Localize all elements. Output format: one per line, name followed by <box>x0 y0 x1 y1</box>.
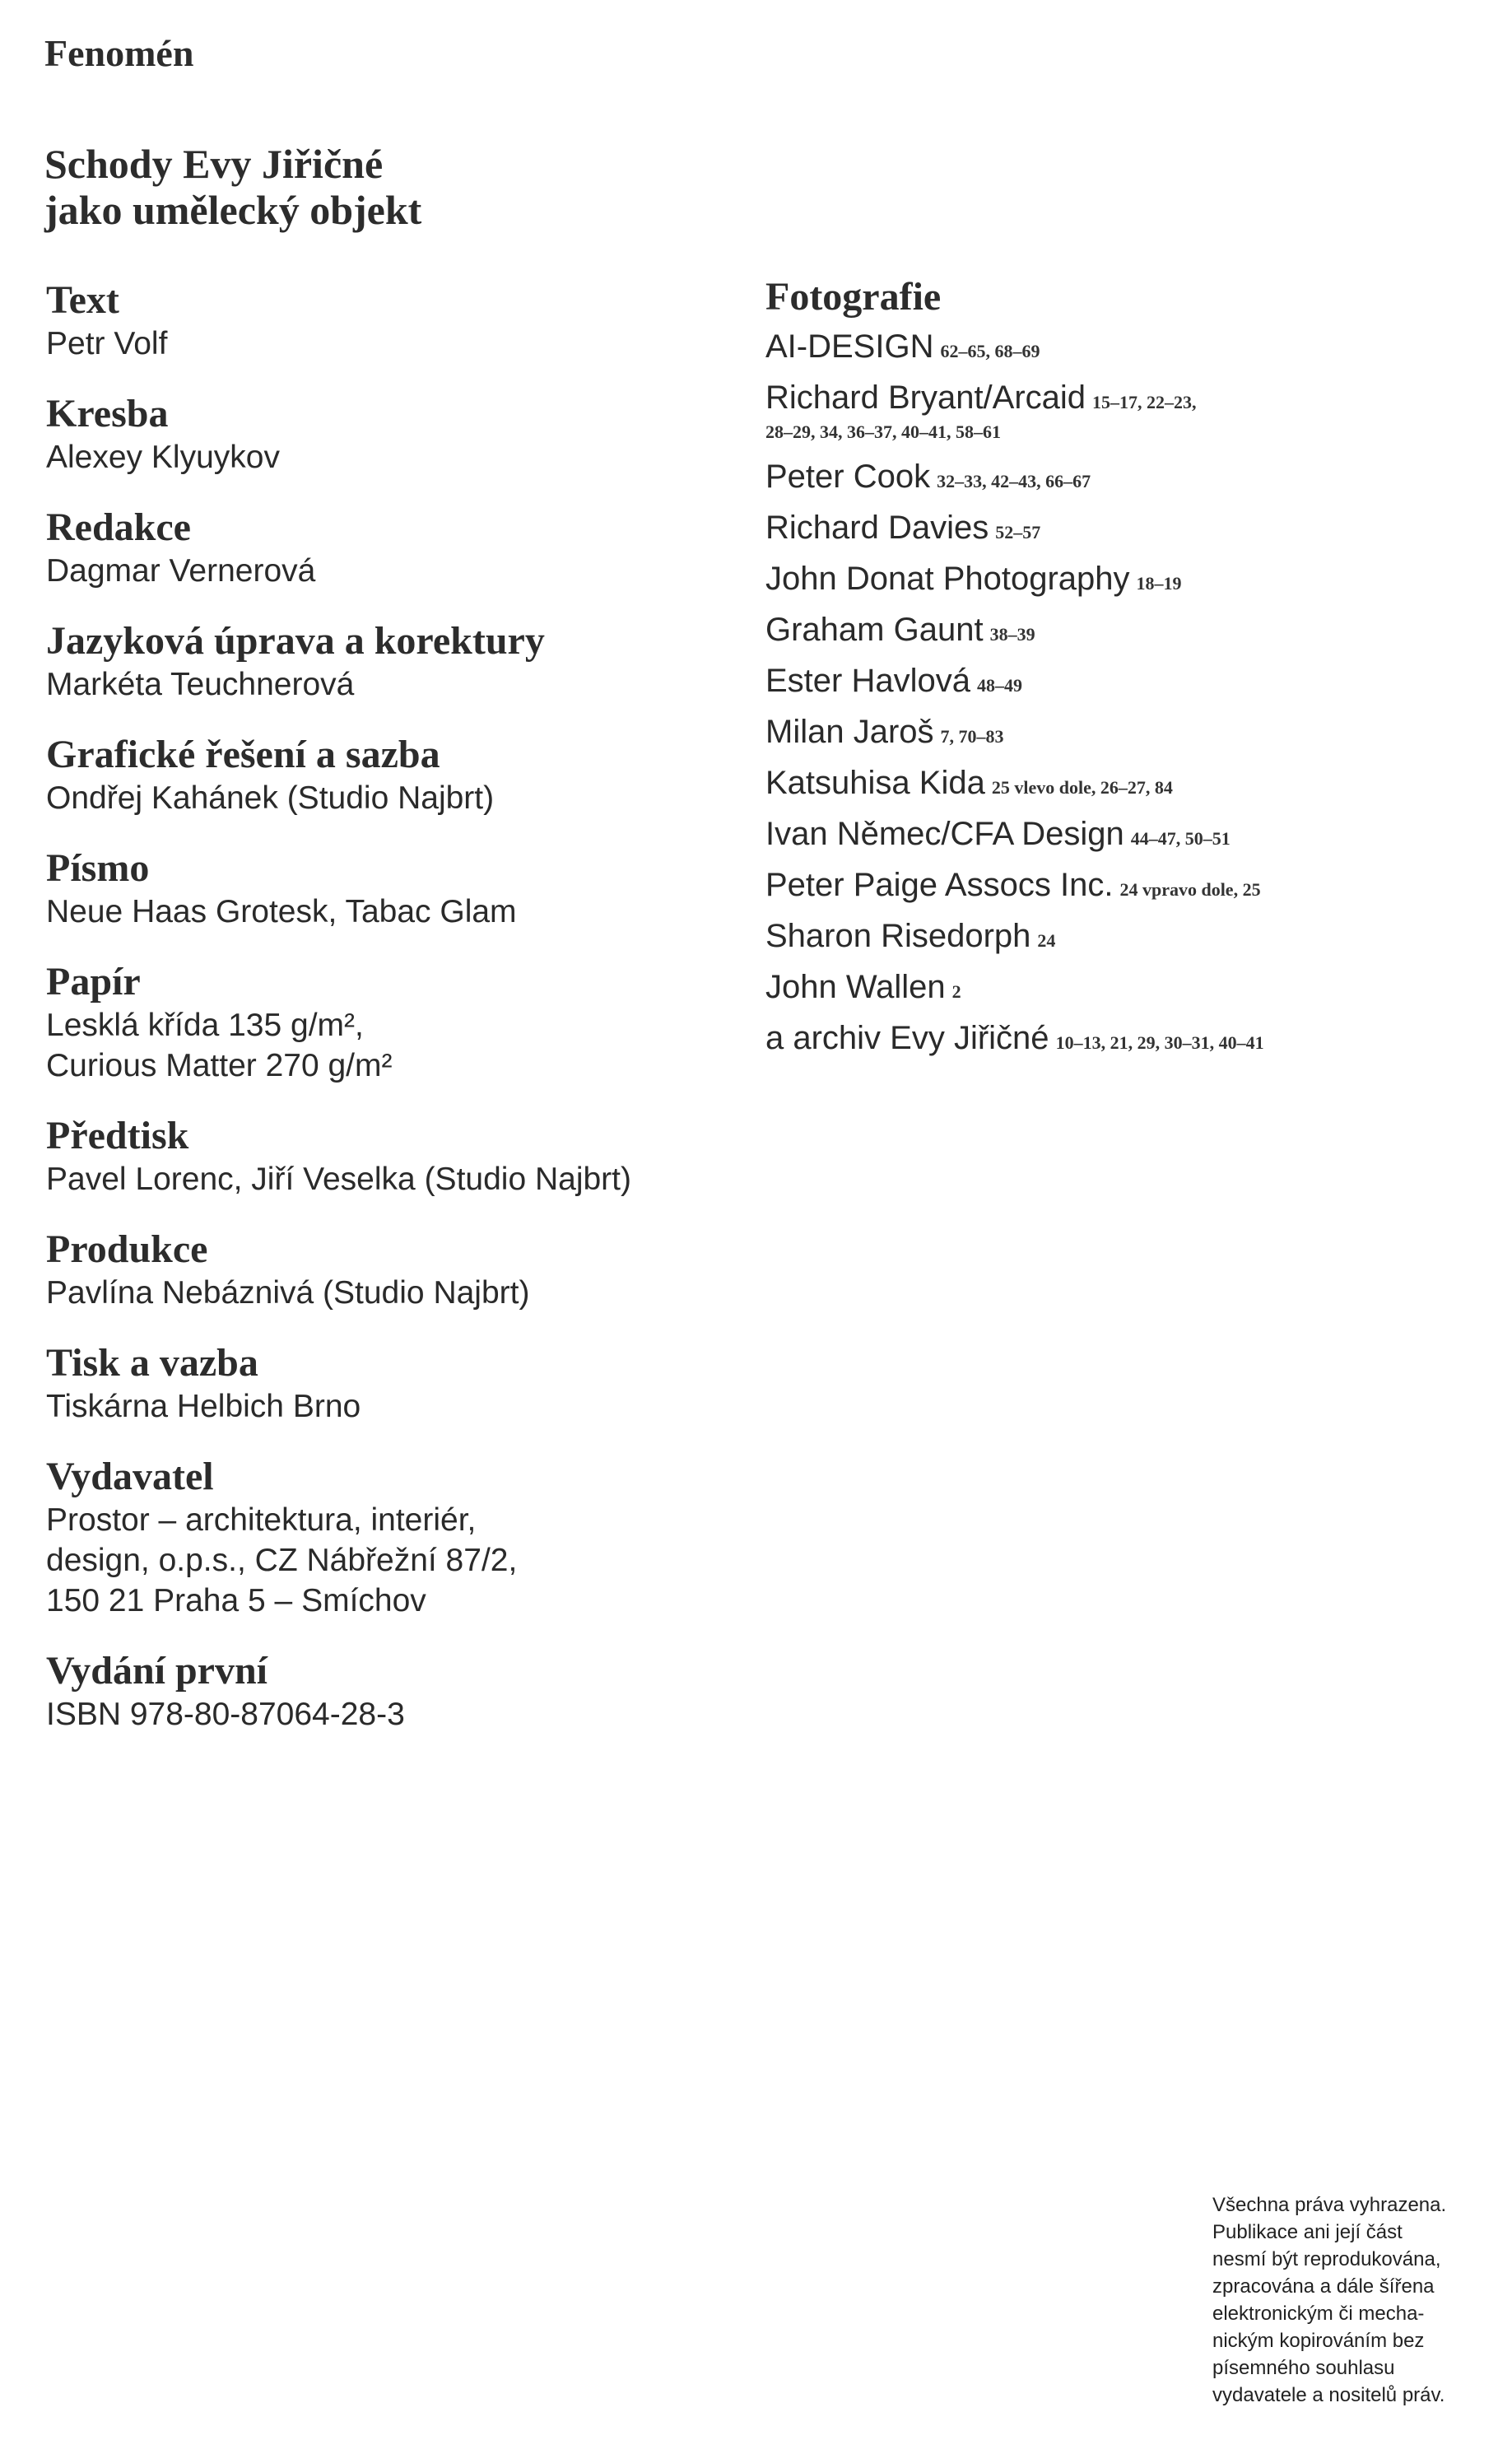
photo-pages: 62–65, 68–69 <box>940 341 1040 361</box>
photographer-name: Richard Bryant/Arcaid <box>765 380 1086 416</box>
photo-credit <box>765 378 1490 446</box>
rights-line: Publikace ani její část <box>1212 2221 1403 2243</box>
credit-value: Pavel Lorenc, Jiří Veselka (Studio Najbrt) <box>46 1162 631 1197</box>
photo-credit <box>765 508 1490 548</box>
credit-value: Prostor – architektura, interiér, design, o.p.s., CZ Nábřežní 87/2, 150 21 Praha 5 – Smíchov <box>46 1502 518 1618</box>
credit-label: Papír <box>46 960 141 1003</box>
photo-pages: 24 <box>1037 930 1056 951</box>
photographer-name: a archiv Evy Jiřičné <box>765 1020 1049 1056</box>
photo-pages: 48–49 <box>976 675 1022 696</box>
photo-pages: 18–19 <box>1136 573 1182 594</box>
colophon-header <box>44 31 785 233</box>
credit-label: Tisk a vazba <box>46 1341 258 1385</box>
photographer-name: Ester Havlová <box>765 663 970 699</box>
credit-paper <box>46 959 746 1086</box>
photo-credit <box>765 559 1490 599</box>
photo-pages: 24 vpravo dole, 25 <box>1119 879 1261 900</box>
credit-label: Grafické řešení a sazba <box>46 733 440 776</box>
credit-value: Lesklá křída 135 g/m², Curious Matter 270 g/m² <box>46 1008 393 1083</box>
credit-text <box>46 277 746 364</box>
rights-line: Všechna práva vyhrazena. <box>1212 2194 1447 2216</box>
photo-credit <box>765 457 1490 497</box>
credit-value: Dagmar Vernerová <box>46 553 316 589</box>
photo-pages: 7, 70–83 <box>940 726 1004 747</box>
photographer-name: Milan Jaroš <box>765 714 934 750</box>
rights-line: nickým kopirováním bez <box>1212 2330 1425 2352</box>
photo-credit <box>765 814 1490 854</box>
credit-label: Písmo <box>46 846 150 890</box>
photo-pages: 38–39 <box>989 624 1035 645</box>
book-title-line: Schody Evy Jiřičné <box>44 141 384 187</box>
credit-drawing <box>46 391 746 477</box>
photographer-name: Graham Gaunt <box>765 612 984 648</box>
credit-value: Pavlína Nebáznivá (Studio Najbrt) <box>46 1275 530 1311</box>
credit-label: Vydavatel <box>46 1455 214 1498</box>
credit-edition <box>46 1648 746 1735</box>
photographer-name: Katsuhisa Kida <box>765 765 985 801</box>
photo-pages-continued: 28–29, 34, 36–37, 40–41, 58–61 <box>765 421 1001 442</box>
photo-credit <box>765 661 1490 701</box>
photographer-name: John Wallen <box>765 969 946 1005</box>
credit-value: Ondřej Kahánek (Studio Najbrt) <box>46 780 495 816</box>
photo-pages: 32–33, 42–43, 66–67 <box>937 471 1091 491</box>
photo-credit <box>765 327 1490 367</box>
photo-pages: 2 <box>951 981 961 1002</box>
photo-credits-column <box>765 274 1490 1069</box>
credit-label: Produkce <box>46 1227 208 1271</box>
credit-value: Tiskárna Helbich Brno <box>46 1389 361 1424</box>
photographer-name: Peter Paige Assocs Inc. <box>765 867 1114 903</box>
rights-line: písemného souhlasu <box>1212 2357 1395 2379</box>
photo-credit <box>765 712 1490 752</box>
credit-label: Jazyková úprava a korektury <box>46 619 545 663</box>
photo-credit <box>765 610 1490 650</box>
rights-notice <box>1212 2191 1509 2409</box>
photo-credit <box>765 1018 1490 1059</box>
credit-label: Redakce <box>46 505 191 549</box>
photographer-name: John Donat Photography <box>765 561 1130 597</box>
rights-line: zpracována a dále šířena <box>1212 2275 1435 2298</box>
credit-prepress <box>46 1113 746 1199</box>
credit-printing <box>46 1340 746 1427</box>
credit-design <box>46 732 746 818</box>
credit-publisher <box>46 1454 746 1621</box>
photo-credit <box>765 865 1490 906</box>
credit-value: Neue Haas Grotesk, Tabac Glam <box>46 894 517 929</box>
photographer-name: AI-DESIGN <box>765 328 934 365</box>
photo-credit <box>765 967 1490 1008</box>
photo-pages: 10–13, 21, 29, 30–31, 40–41 <box>1055 1032 1264 1053</box>
rights-line: nesmí být reprodukována, <box>1212 2248 1441 2270</box>
photo-pages: 44–47, 50–51 <box>1130 828 1231 849</box>
series-title: Fenomén <box>44 32 194 74</box>
photographer-name: Peter Cook <box>765 459 931 495</box>
credit-label: Vydání první <box>46 1649 268 1693</box>
book-title <box>44 141 785 233</box>
credits-column <box>46 277 746 1762</box>
credit-value: Alexey Klyuykov <box>46 440 280 475</box>
credit-proofreading <box>46 618 746 705</box>
credit-label: Kresba <box>46 392 169 435</box>
credit-label: Předtisk <box>46 1114 189 1157</box>
credit-value: ISBN 978-80-87064-28-3 <box>46 1697 405 1732</box>
credit-value: Petr Volf <box>46 326 168 361</box>
book-title-line: jako umělecký objekt <box>44 187 422 233</box>
photo-pages: 25 vlevo dole, 26–27, 84 <box>991 777 1173 798</box>
rights-line: elektronickým či mecha- <box>1212 2303 1425 2325</box>
credit-editor <box>46 505 746 591</box>
photographer-name: Sharon Risedorph <box>765 918 1031 954</box>
photo-credit <box>765 916 1490 957</box>
photo-credit <box>765 763 1490 803</box>
photographer-name: Ivan Němec/CFA Design <box>765 816 1124 852</box>
credit-label: Text <box>46 278 119 322</box>
credit-production <box>46 1227 746 1313</box>
photographer-name: Richard Davies <box>765 510 989 546</box>
credit-typeface <box>46 845 746 932</box>
photo-pages: 52–57 <box>995 522 1041 542</box>
photo-credits-heading: Fotografie <box>765 275 942 319</box>
photo-pages: 15–17, 22–23, <box>1092 392 1197 412</box>
rights-line: vydavatele a nositelů práv. <box>1212 2384 1445 2406</box>
credit-value: Markéta Teuchnerová <box>46 667 355 702</box>
